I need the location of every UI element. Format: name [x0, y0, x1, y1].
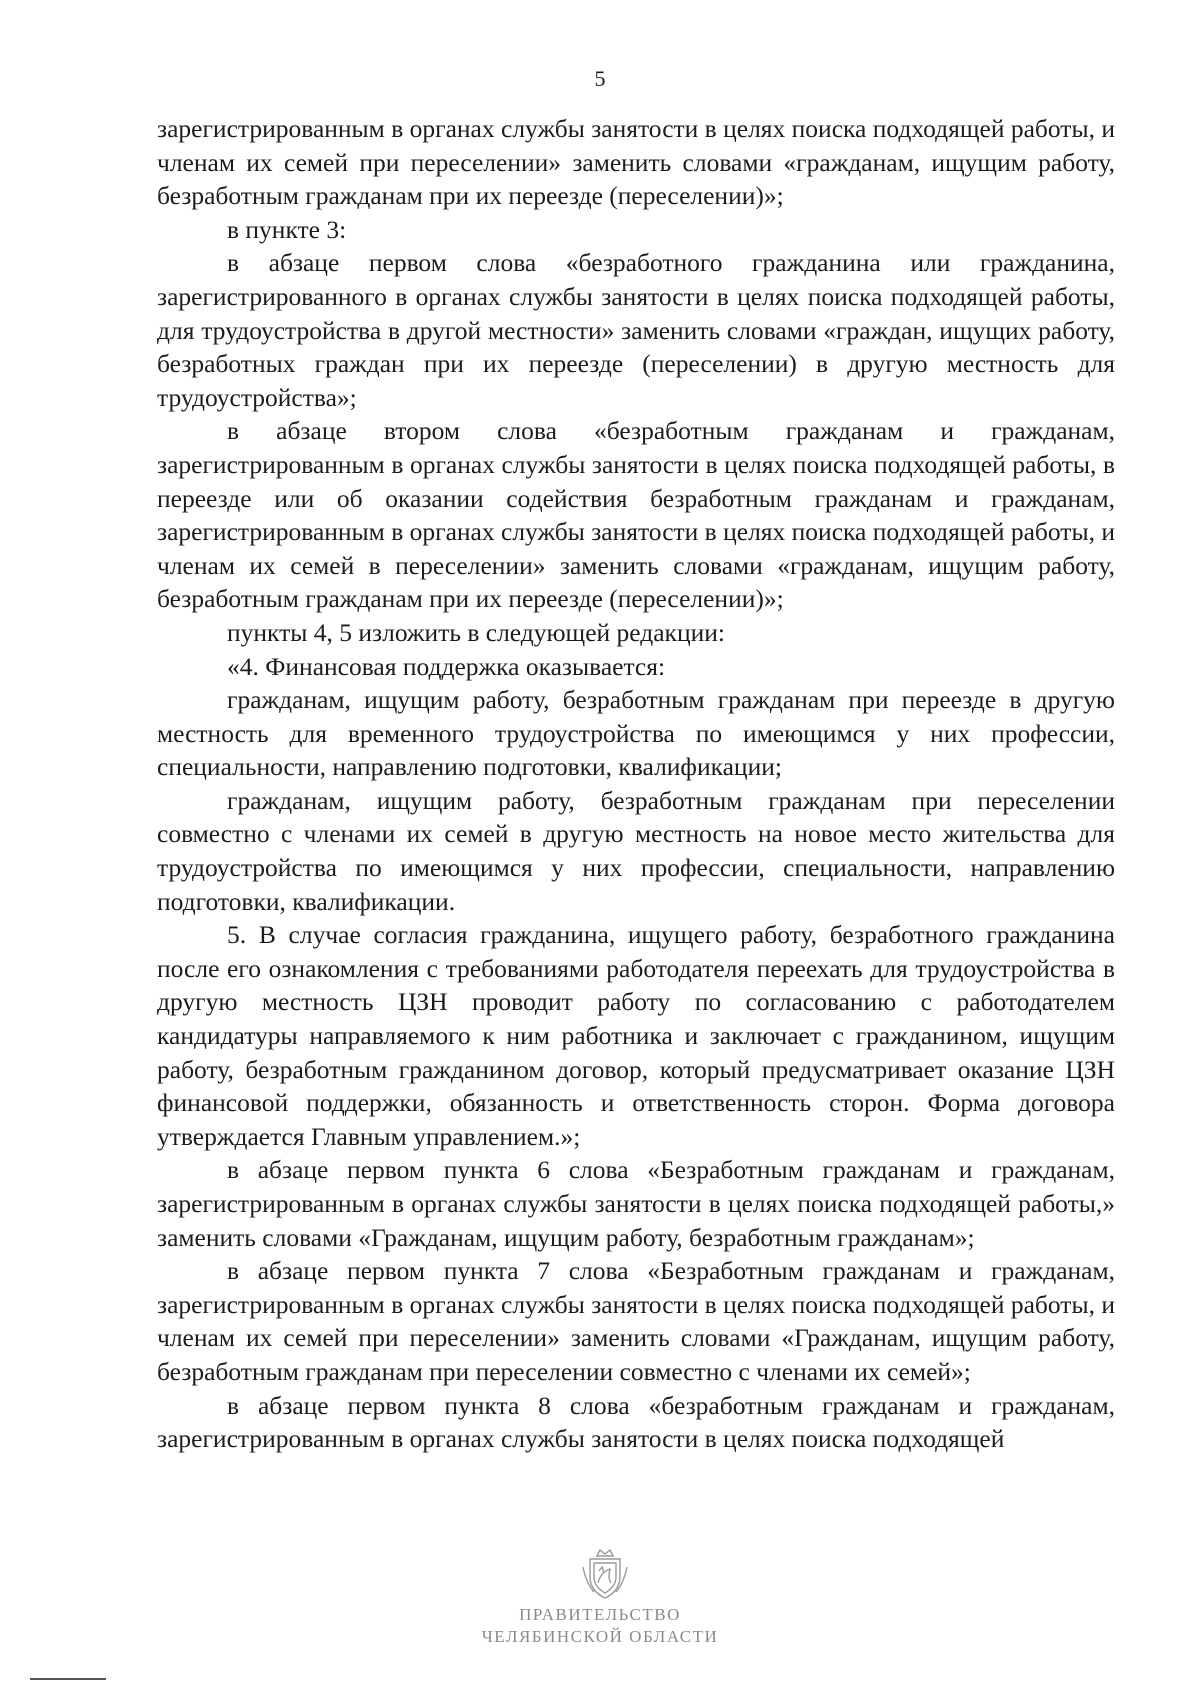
paragraph: в абзаце первом слова «безработного гражданина или гражданина, зарегистрированного в органах службы занятости в целях поиска подходящей работы, для трудоустройства в другой местности» заменить словами «граждан, ищущих работу, безработных граждан при их переезде (переселении) в другую местность для трудоустройства»;	[157, 248, 1115, 412]
paragraph-continuation: зарегистрированным в органах службы занятости в целях поиска подходящей работы, и членам их семей при переселении» заменить словами «гражданам, ищущим работу, безработным гражданам при их переезде (переселении)»;	[157, 114, 1115, 211]
paragraph: в пункте 3:	[227, 214, 347, 244]
document-body	[157, 112, 1115, 1456]
paragraph: в абзаце втором слова «безработным гражданам и гражданам, зарегистрированным в органах службы занятости в целях поиска подходящей работы, в переезде или об оказании содействия безработным гражданам и гражданам, зарегистрированным в органах службы занятости в целях поиска подходящей работы, и членам их семей в переселении» заменить словами «гражданам, ищущим работу, безработным гражданам при их переезде (переселении)»;	[157, 416, 1115, 614]
paragraph: гражданам, ищущим работу, безработным гражданам при переселении совместно с членами их семей в другую местность на новое место жительства для трудоустройства по имеющимся у них профессии, специальности, направлению подготовки, квалификации.	[157, 785, 1115, 916]
organization-name	[0, 1604, 1200, 1648]
paragraph: в абзаце первом пункта 6 слова «Безработным гражданам и гражданам, зарегистрированным в органах службы занятости в целях поиска подходящей работы,» заменить словами «Гражданам, ищущим работу, безработным гражданам»;	[157, 1155, 1115, 1252]
paragraph: пункты 4, 5 изложить в следующей редакции:	[227, 617, 725, 647]
coat-of-arms-icon	[580, 1547, 630, 1601]
paragraph: в абзаце первом пункта 8 слова «безработным гражданам и гражданам, зарегистрированным в органах службы занятости в целях поиска подходящей	[157, 1390, 1115, 1454]
organization-name-line2: ЧЕЛЯБИНСКОЙ ОБЛАСТИ	[481, 1627, 719, 1646]
paragraph: гражданам, ищущим работу, безработным гражданам при переезде в другую местность для временного трудоустройства по имеющимся у них профессии, специальности, направлению подготовки, квалификации;	[157, 685, 1115, 782]
organization-name-line1: ПРАВИТЕЛЬСТВО	[519, 1605, 681, 1624]
paragraph: в абзаце первом пункта 7 слова «Безработным гражданам и гражданам, зарегистрированным в органах службы занятости в целях поиска подходящей работы, и членам их семей при переселении» заменить словами «Гражданам, ищущим работу, безработным гражданам при переселении совместно с членами их семей»;	[157, 1256, 1115, 1386]
corner-line	[30, 1678, 106, 1680]
paragraph: 5. В случае согласия гражданина, ищущего работу, безработного гражданина после его ознакомления с требованиями работодателя переехать для трудоустройства в другую местность ЦЗН проводит работу по согласованию с работодателем кандидатуры направляемого к ним работника и заключает с гражданином, ищущим работу, безработным гражданином договор, который предусматривает оказание ЦЗН финансовой поддержки, обязанность и ответственность сторон. Форма договора утверждается Главным управлением.»;	[157, 920, 1115, 1151]
paragraph: «4. Финансовая поддержка оказывается:	[227, 651, 666, 681]
page-number: 5	[594, 66, 606, 91]
